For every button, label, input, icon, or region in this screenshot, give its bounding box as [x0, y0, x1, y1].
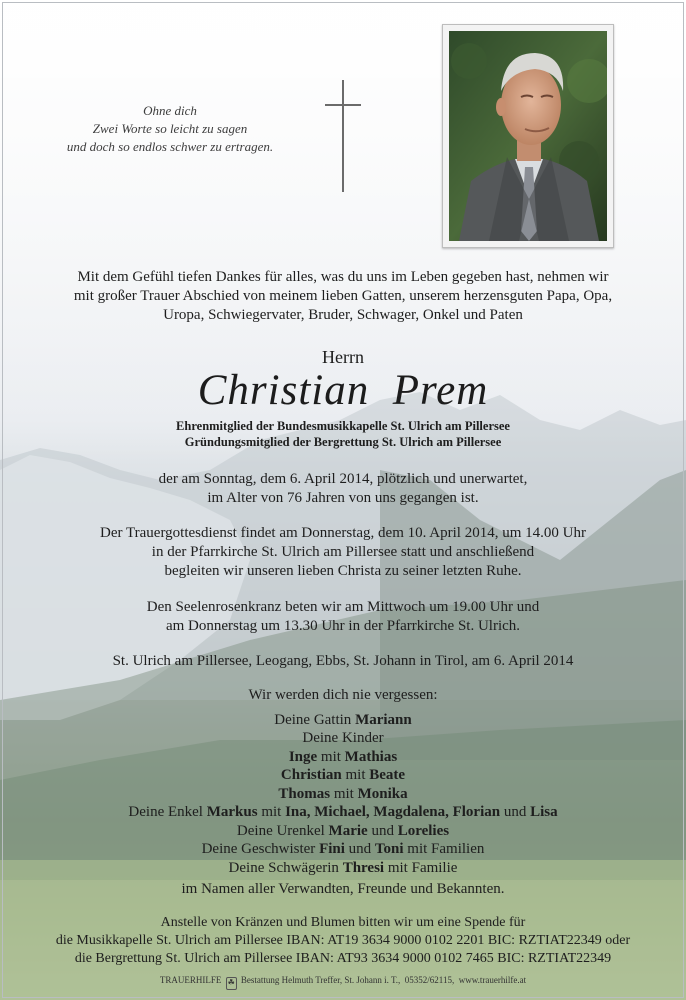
great-grandchild-name: Lorelies — [397, 822, 450, 839]
death-notice — [0, 470, 686, 508]
child-name: Inge — [288, 748, 318, 765]
cross-icon — [325, 80, 361, 192]
undertaker-footer — [0, 974, 686, 990]
sibling-name: Fini — [319, 841, 345, 857]
grandchild-names: Ina, Michael, Magdalena, Florian — [285, 804, 501, 820]
connector: mit — [341, 767, 370, 783]
intro-line: Mit dem Gefühl tiefen Dankes für alles, was du uns im Leben gegeben hast, nehmen wir — [77, 269, 609, 285]
salutation: Herrn — [322, 347, 364, 367]
sibling-name: Toni — [374, 841, 404, 857]
partner-name: Beate — [369, 767, 406, 783]
poem-line: Ohne dich — [143, 103, 197, 118]
connector: und — [367, 822, 398, 839]
intro-line: mit großer Trauer Abschied von meinem lieben Gatten, unserem herzensguten Papa, Opa, — [73, 288, 613, 304]
honors — [0, 418, 686, 450]
place-date: St. Ulrich am Pillersee, Leogang, Ebbs, St. Johann in Tirol, am 6. April 2014 — [112, 653, 574, 669]
donation-line: Anstelle von Kränzen und Blumen bitten wir um eine Spende für — [160, 915, 526, 930]
family-wife — [0, 711, 686, 730]
connector: mit — [330, 785, 358, 802]
family-siblings — [0, 840, 686, 859]
label: Deine Geschwister — [201, 841, 320, 857]
label: Deine Gattin — [274, 711, 356, 728]
memorial-poem — [40, 102, 300, 156]
family-grandchildren — [0, 803, 686, 822]
donation-line: die Bergrettung St. Ulrich am Pillersee IBAN: AT93 3634 9000 0102 7465 BIC: RZTIAT22349 — [74, 951, 612, 966]
donation-request — [0, 914, 686, 968]
child-name: Thomas — [278, 785, 331, 802]
footer-brand: TRAUERHILFE — [159, 975, 222, 985]
sister-in-law-name: Thresi — [342, 859, 385, 876]
honor-line: Ehrenmitglied der Bundesmusikkapelle St. Ulrich am Pillersee — [176, 419, 510, 433]
rosary-notice — [0, 598, 686, 636]
label: Deine Urenkel — [236, 822, 329, 839]
connector: mit — [257, 804, 286, 820]
wife-name: Mariann — [355, 711, 412, 728]
portrait-photo — [442, 24, 614, 248]
service-line: begleiten wir unseren lieben Christa zu seiner letzten Ruhe. — [164, 563, 522, 579]
partner-name: Mathias — [344, 748, 398, 765]
honor-line: Gründungsmitglied der Bergrettung St. Ulrich am Pillersee — [184, 435, 502, 449]
rosary-line: am Donnerstag um 13.30 Uhr in der Pfarrkirche St. Ulrich. — [165, 618, 521, 634]
connector: mit — [317, 748, 345, 765]
child-name: Christian — [280, 767, 342, 783]
service-line: in der Pfarrkirche St. Ulrich am Pillersee statt und anschließend — [151, 544, 535, 560]
deceased-name: Christian Prem — [197, 367, 489, 414]
funeral-service — [0, 524, 686, 581]
rosary-line: Den Seelenrosenkranz beten wir am Mittwoch um 19.00 Uhr und — [146, 599, 540, 615]
suffix: mit Familie — [384, 859, 458, 876]
family-heading: Wir werden dich nie vergessen: — [248, 687, 438, 703]
poem-line: und doch so endlos schwer zu ertragen. — [66, 139, 274, 154]
intro-line: Uropa, Schwiegervater, Bruder, Schwager, Onkel und Paten — [163, 307, 523, 323]
label: Deine Enkel — [128, 804, 207, 820]
poem-line: Zwei Worte so leicht zu sagen — [92, 121, 248, 136]
family-child — [0, 766, 686, 785]
death-line: der am Sonntag, dem 6. April 2014, plötzlich und unerwartet, — [158, 471, 528, 487]
family-child — [0, 748, 686, 767]
suffix: mit Familien — [403, 841, 485, 857]
family-great-grandchildren — [0, 822, 686, 841]
grandchild-name: Markus — [206, 804, 258, 820]
partner-name: Monika — [357, 785, 408, 802]
death-line: im Alter von 76 Jahren von uns gegangen ist. — [207, 490, 479, 506]
grandchild-name: Lisa — [530, 804, 558, 820]
intro-text — [0, 268, 686, 325]
service-line: Der Trauergottesdienst findet am Donnerstag, dem 10. April 2014, um 14.00 Uhr — [100, 525, 586, 541]
label: Deine Schwägerin — [228, 859, 343, 876]
connector: und — [344, 841, 375, 857]
leaf-icon: ☘ — [226, 977, 237, 990]
footer-text: Bestattung Helmuth Treffer, St. Johann i. T., 05352/62115, www.trauerhilfe.at — [240, 975, 527, 985]
family-sister-in-law — [0, 859, 686, 878]
relatives-line: im Namen aller Verwandten, Freunde und Bekannten. — [181, 881, 505, 897]
connector: und — [500, 804, 531, 820]
children-heading: Deine Kinder — [302, 730, 384, 746]
family-list — [0, 686, 686, 877]
family-child — [0, 785, 686, 804]
donation-line: die Musikkapelle St. Ulrich am Pillersee IBAN: AT19 3634 9000 0102 2201 BIC: RZTIAT22349 oder — [55, 933, 631, 948]
great-grandchild-name: Marie — [328, 822, 368, 839]
